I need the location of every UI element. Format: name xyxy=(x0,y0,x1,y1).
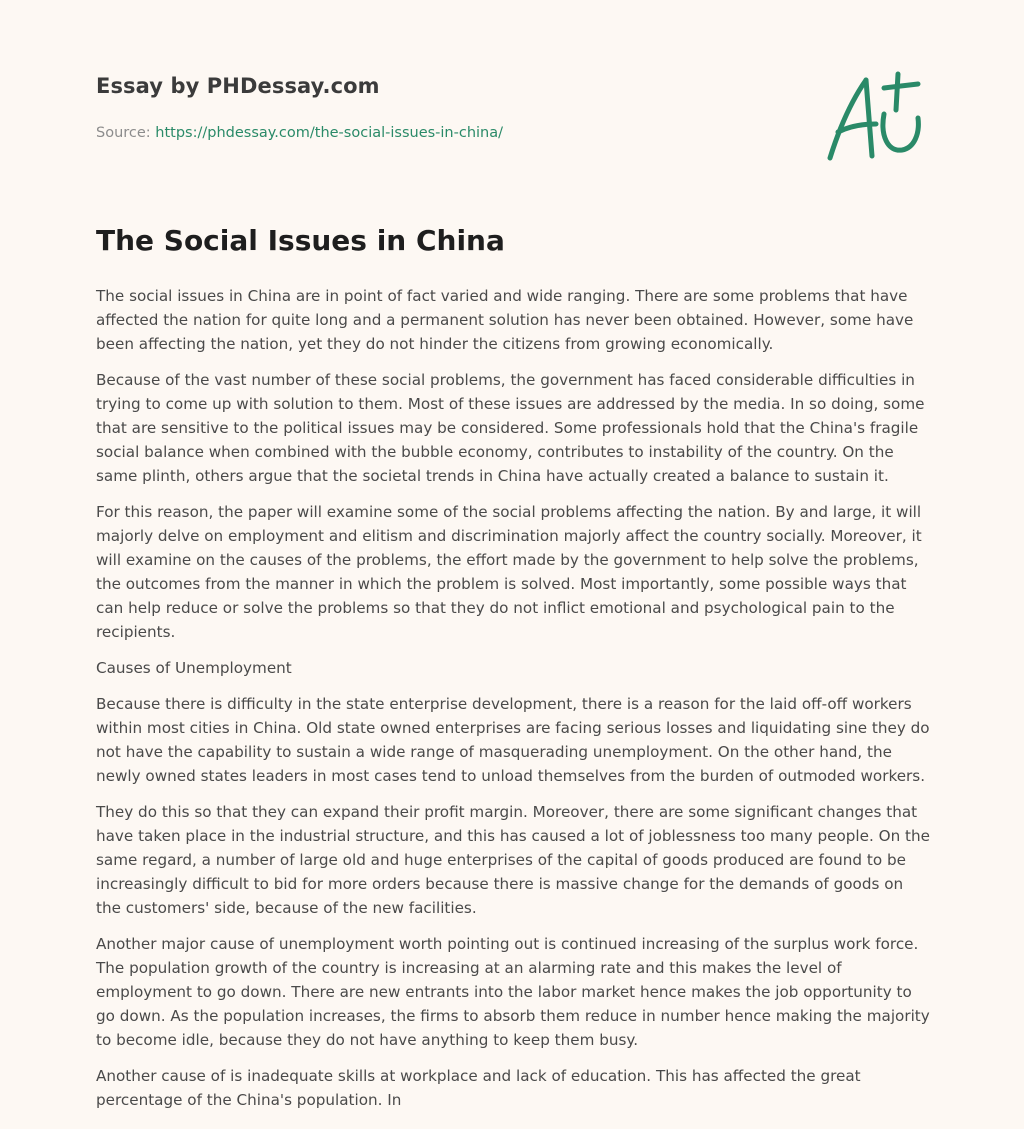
paragraph: The social issues in China are in point of fact varied and wide ranging. There are some problems that have affected the nation for quite long and a permanent solution has never been obtained. However, some have been affecting the nation, yet they do not hinder the citizens from growing economically. xyxy=(96,287,914,353)
a-plus-logo-icon xyxy=(822,66,932,166)
paragraph: Another major cause of unemployment worth pointing out is continued increasing of the surplus work force. The population growth of the country is increasing at an alarming rate and this makes the level of employment to go down. There are new entrants into the labor market hence makes the job opportunity to go down. As the population increases, the firms to absorb them reduce in number hence making the majority to become idle, because they do not have anything to keep them busy. xyxy=(96,935,930,1049)
paragraph: Because there is difficulty in the state enterprise development, there is a reason for the laid off-off workers within most cities in China. Old state owned enterprises are facing serious losses and liquidating sine they do not have the capability to sustain a wide range of masquerading unemployment. On the other hand, the newly owned states leaders in most cases tend to unload themselves from the burden of outmoded workers. xyxy=(96,695,930,785)
source-line xyxy=(96,125,503,141)
paragraph: For this reason, the paper will examine some of the social problems affecting the nation. By and large, it will majorly delve on employment and elitism and discrimination majorly affect the country socially. Moreover, it will examine on the causes of the problems, the effort made by the government to help solve the problems, the outcomes from the manner in which the problem is solved. Most importantly, some possible ways that can help reduce or solve the problems so that they do not inflict emotional and psychological pain to the recipients. xyxy=(96,503,922,641)
essay-title: The Social Issues in China xyxy=(96,224,505,257)
source-label: Source: xyxy=(96,125,156,141)
paragraph: They do this so that they can expand their profit margin. Moreover, there are some significant changes that have taken place in the industrial structure, and this has caused a lot of joblessness too many people. On the same regard, a number of large old and huge enterprises of the capital of goods produced are found to be increasingly difficult to bid for more orders because there is massive change for the demands of goods on the customers' side, because of the new facilities. xyxy=(96,803,930,917)
essay-body xyxy=(96,284,930,1124)
header xyxy=(96,74,503,141)
paragraph: Because of the vast number of these social problems, the government has faced considerable difficulties in trying to come up with solution to them. Most of these issues are addressed by the media. In so doing, some that are sensitive to the political issues may be considered. Some professionals hold that the China's fragile social balance when combined with the bubble economy, contributes to instability of the country. On the same plinth, others argue that the societal trends in China have actually created a balance to sustain it. xyxy=(96,371,925,485)
section-subheading: Causes of Unemployment xyxy=(96,659,292,677)
source-link[interactable]: https://phdessay.com/the-social-issues-in-china/ xyxy=(155,125,503,141)
brand-title: Essay by PHDessay.com xyxy=(96,74,380,98)
paragraph: Another cause of is inadequate skills at workplace and lack of education. This has affected the great percentage of the China's population. In xyxy=(96,1067,861,1109)
